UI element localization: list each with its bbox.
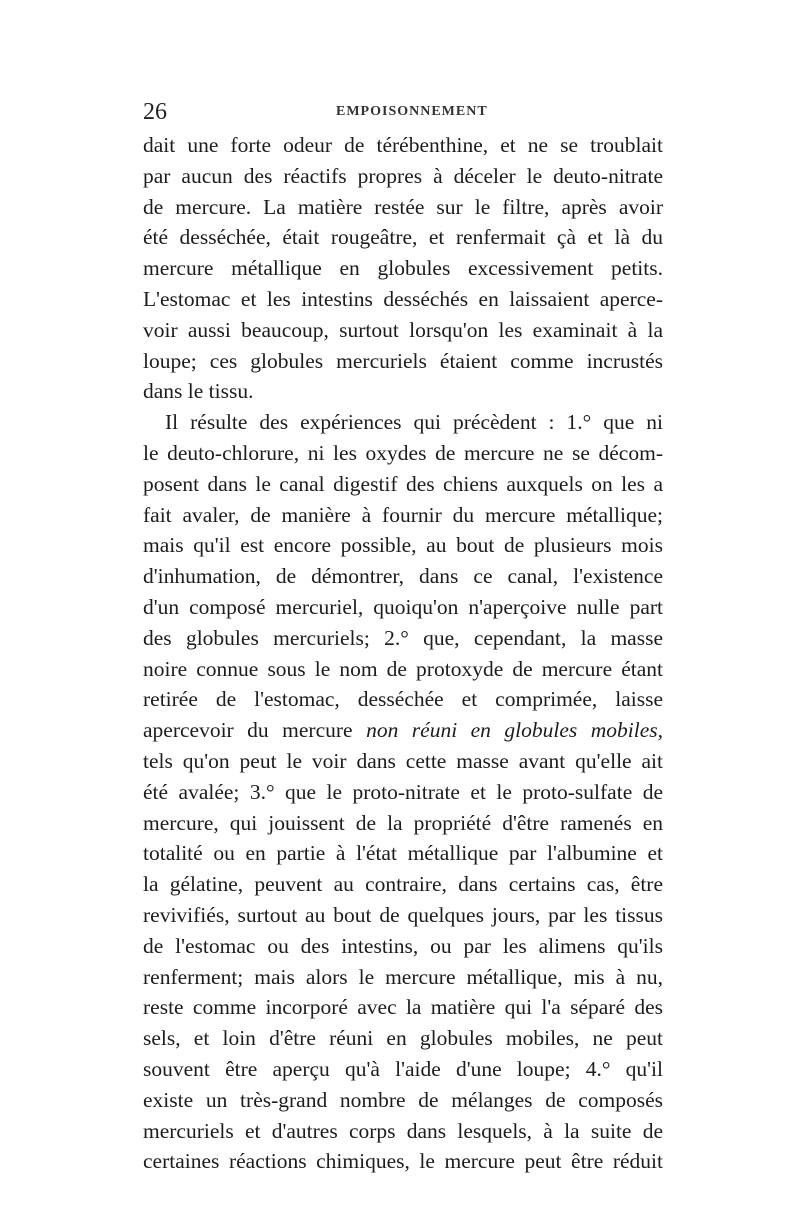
text-line: la gélatine, peuvent au contraire, dans certains cas, être: [143, 872, 663, 897]
text-line: mercure métallique en globules excessivement petits.: [143, 256, 663, 281]
text-line: par aucun des réactifs propres à déceler le deuto-nitrate: [143, 163, 663, 188]
text-line: retirée de l'estomac, desséchée et comprimée, laisse: [143, 687, 663, 712]
text-line: le deuto-chlorure, ni les oxydes de mercure ne se décom-: [143, 440, 663, 465]
page-number: 26: [143, 99, 167, 125]
paragraph-first-line: Il résulte des expériences qui précèdent : 1.° que ni: [165, 410, 663, 435]
text-line: été desséchée, était rougeâtre, et renfermait çà et là du: [143, 225, 663, 250]
running-head: EMPOISONNEMENT: [336, 104, 488, 119]
text-line: voir aussi beaucoup, surtout lorsqu'on les examinait à la: [143, 317, 663, 342]
text-line: posent dans le canal digestif des chiens auxquels on les a: [143, 471, 663, 496]
text-line: de l'estomac ou des intestins, ou par les alimens qu'ils: [143, 933, 663, 958]
text-line: certaines réactions chimiques, le mercure peut être réduit: [143, 1149, 663, 1174]
text-line: de mercure. La matière restée sur le filtre, après avoir: [143, 194, 663, 219]
text-line: dans le tissu.: [143, 379, 254, 404]
text-line: sels, et loin d'être réuni en globules mobiles, ne peut: [143, 1026, 663, 1051]
text-line: reste comme incorporé avec la matière qui l'a séparé des: [143, 995, 663, 1020]
text-line: d'un composé mercuriel, quoiqu'on n'aperçoive nulle part: [143, 594, 663, 619]
text-line: L'estomac et les intestins desséchés en laissaient aperce-: [143, 286, 663, 311]
text-line: mercure, qui jouissent de la propriété d'être ramenés en: [143, 810, 663, 835]
text-line: d'inhumation, de démontrer, dans ce canal, l'existence: [143, 564, 663, 589]
text-line: mercuriels et d'autres corps dans lesquels, à la suite de: [143, 1118, 663, 1143]
text-line: revivifiés, surtout au bout de quelques jours, par les tissus: [143, 902, 663, 927]
text-line: mais qu'il est encore possible, au bout de plusieurs mois: [143, 533, 663, 558]
text-line: fait avaler, de manière à fournir du mercure métallique;: [143, 502, 663, 527]
text-line: souvent être aperçu qu'à l'aide d'une loupe; 4.° qu'il: [143, 1056, 663, 1081]
text-line: noire connue sous le nom de protoxyde de mercure étant: [143, 656, 663, 681]
text-line: été avalée; 3.° que le proto-nitrate et le proto-sulfate de: [143, 779, 663, 804]
text-line: des globules mercuriels; 2.° que, cependant, la masse: [143, 625, 663, 650]
text-line: renferment; mais alors le mercure métallique, mis à nu,: [143, 964, 663, 989]
text-line: loupe; ces globules mercuriels étaient comme incrustés: [143, 348, 663, 373]
text-line: existe un très-grand nombre de mélanges de composés: [143, 1087, 663, 1112]
text-line: tels qu'on peut le voir dans cette masse avant qu'elle ait: [143, 748, 663, 773]
text-line: totalité ou en partie à l'état métallique par l'albumine et: [143, 841, 663, 866]
text-run: apercevoir du mercure: [143, 718, 367, 743]
text-line-with-italic: [143, 715, 663, 746]
text-line: dait une forte odeur de térébenthine, et ne se troublait: [143, 133, 663, 157]
italic-phrase: non réuni en globules mobiles,: [366, 718, 663, 743]
page-header: [143, 97, 663, 127]
body-text: [143, 130, 663, 1177]
